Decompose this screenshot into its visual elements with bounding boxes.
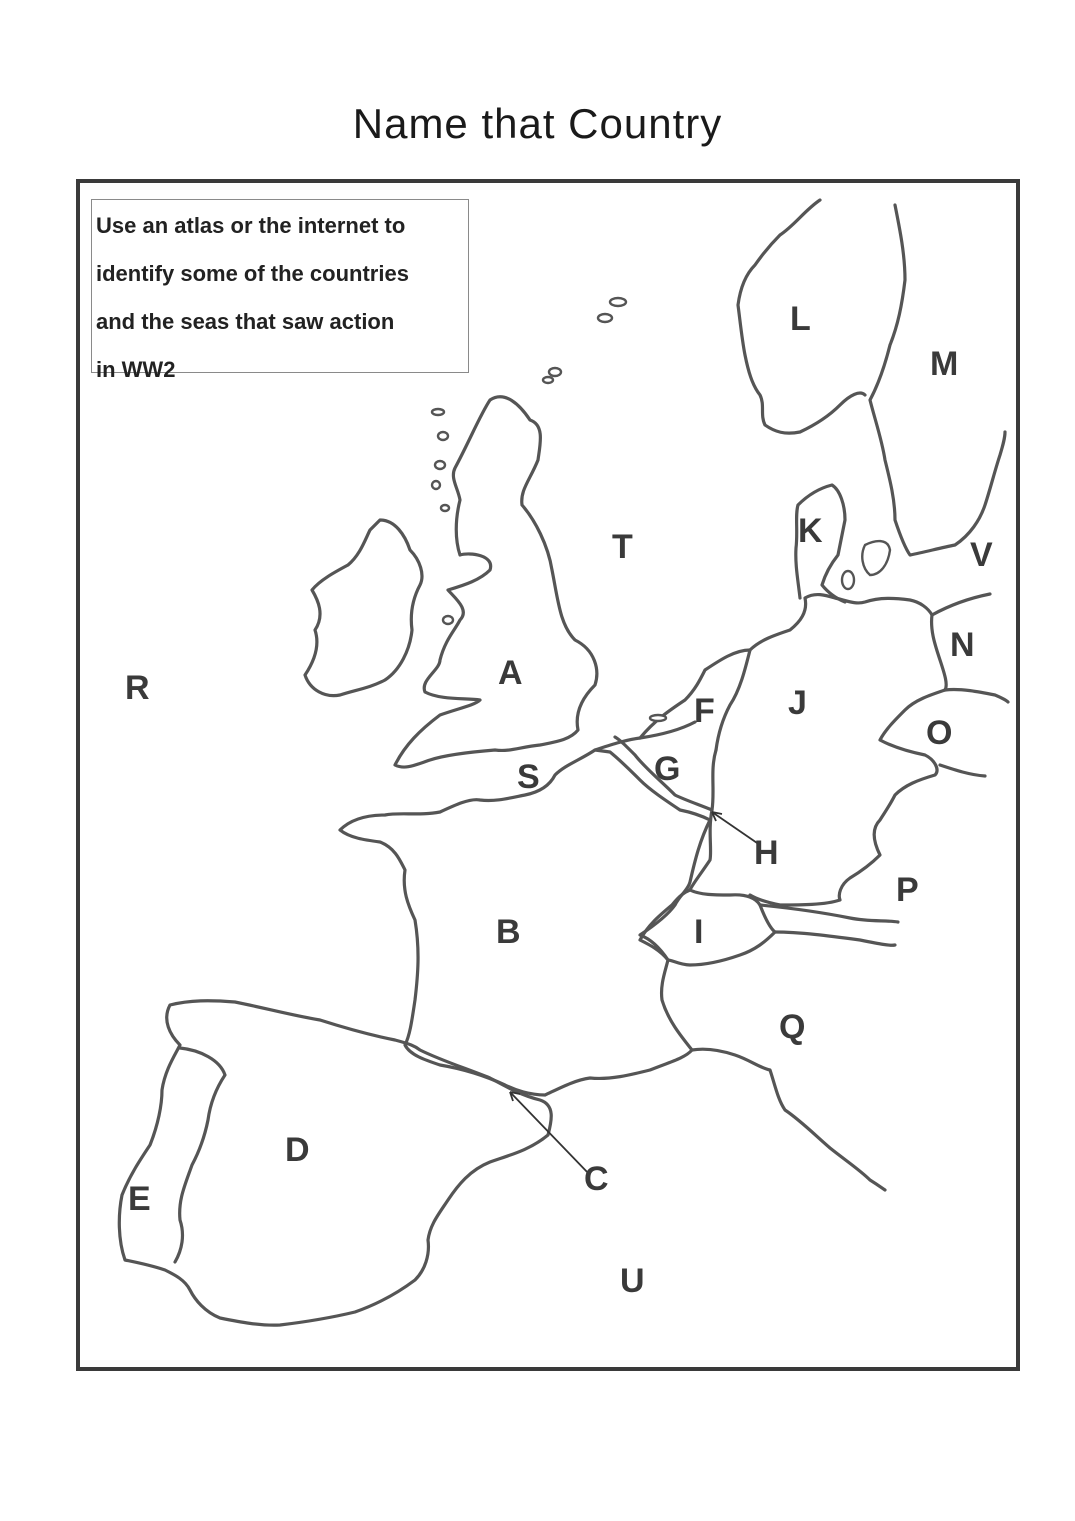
island [435,461,445,469]
instructions-line: Use an atlas or the internet to [96,213,406,238]
marker-u: U [620,1262,645,1300]
low-countries-border [595,722,695,750]
marker-b: B [496,913,521,951]
austria-border [760,905,898,922]
marker-j: J [788,684,807,722]
marker-o: O [926,714,953,752]
marker-h: H [754,834,779,872]
marker-e: E [128,1180,151,1218]
page-title: Name that Country [352,100,723,147]
marker-r: R [125,669,150,707]
island [543,377,553,383]
italy-border [775,932,895,945]
marker-t: T [612,528,633,566]
marker-g: G [654,750,681,788]
italy-coastline [692,1049,885,1190]
marker-a: A [498,654,523,692]
germany-north-coast [750,595,932,650]
island [441,505,449,511]
island [862,541,890,575]
marker-l: L [790,300,811,338]
marker-k: K [798,512,823,550]
marker-c: C [584,1160,609,1198]
pointer-c [510,1092,590,1175]
switzerland-border [640,890,775,965]
island [432,481,440,489]
island [598,314,612,322]
island [650,715,666,721]
instructions-line: and the seas that saw action [96,309,395,334]
island [443,616,453,624]
island [549,368,561,376]
germany-poland-border [932,615,947,690]
instructions-line: in WW2 [96,357,176,382]
marker-q: Q [779,1008,806,1046]
pointer-h [712,812,760,845]
great-britain-coastline [395,397,597,767]
instructions-line: identify some of the countries [96,261,409,286]
instructions-box [91,199,469,382]
netherlands-germany-border [716,650,750,750]
czech-coast [940,765,985,776]
marker-f: F [694,692,715,730]
island [432,409,444,415]
island [438,432,448,440]
island [610,298,626,306]
marker-m: M [930,345,959,383]
marker-s: S [517,758,540,796]
marker-n: N [950,626,975,664]
marker-v: V [970,536,993,574]
marker-d: D [285,1131,310,1169]
baltic-coast [932,594,990,615]
portugal-border [175,1048,225,1262]
marker-p: P [896,871,919,909]
poland-lithuania-border [945,689,1008,702]
ireland-coastline [305,520,422,696]
marker-i: I [694,913,704,951]
island [842,571,854,589]
